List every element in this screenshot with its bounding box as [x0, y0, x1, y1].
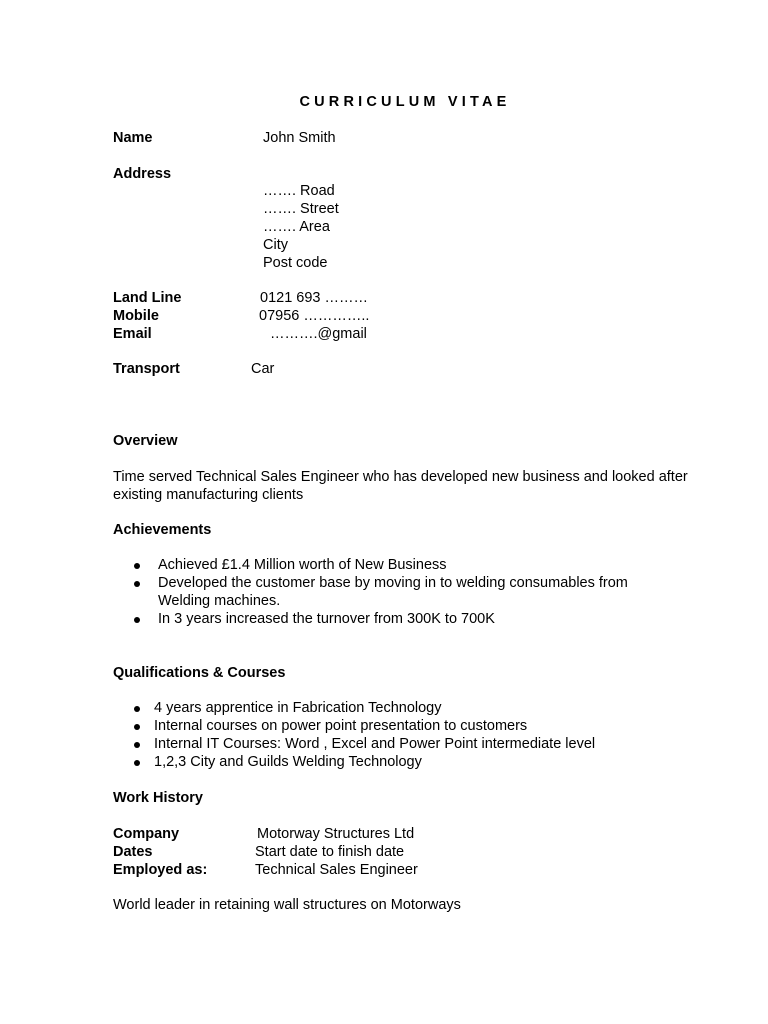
address-line-area: ……. Area — [263, 219, 330, 235]
qualification-item: 1,2,3 City and Guilds Welding Technology — [154, 754, 422, 770]
employed-as-value: Technical Sales Engineer — [255, 862, 418, 878]
achievement-item: Achieved £1.4 Million worth of New Business — [158, 557, 447, 573]
bullet-icon — [134, 563, 140, 569]
dates-value: Start date to finish date — [255, 844, 405, 860]
mobile-value: 07956 ………….. — [259, 308, 370, 324]
landline-label: Land Line — [113, 290, 182, 306]
address-line-road: ……. Road — [263, 183, 335, 199]
address-label: Address — [113, 166, 172, 182]
mobile-label: Mobile — [113, 308, 159, 324]
achievement-item: In 3 years increased the turnover from 300K to 700K — [158, 611, 495, 627]
overview-text: Time served Technical Sales Engineer who has developed new business and looked after existing manufacturing clients — [113, 469, 688, 503]
bullet-icon — [134, 617, 140, 623]
landline-value: 0121 693 ……… — [260, 290, 369, 306]
email-label: Email — [113, 326, 152, 342]
qualification-item: Internal courses on power point presentation to customers — [154, 718, 528, 734]
work-description: World leader in retaining wall structures on Motorways — [113, 897, 461, 913]
address-line-city: City — [263, 237, 288, 253]
document-title: CURRICULUM VITAE — [299, 94, 511, 110]
dates-label: Dates — [113, 844, 153, 860]
address-line-street: ……. Street — [263, 201, 339, 217]
work-history-heading: Work History — [113, 790, 203, 806]
transport-label: Transport — [113, 361, 180, 377]
bullet-icon — [134, 581, 140, 587]
bullet-icon — [134, 760, 140, 766]
achievements-heading: Achievements — [113, 522, 212, 538]
name-label: Name — [113, 130, 153, 146]
qualifications-heading: Qualifications & Courses — [113, 665, 286, 681]
overview-heading: Overview — [113, 433, 178, 449]
email-value: ……….@gmail — [270, 326, 367, 342]
address-line-postcode: Post code — [263, 255, 328, 271]
name-value: John Smith — [263, 130, 336, 146]
qualification-item: 4 years apprentice in Fabrication Technology — [154, 700, 442, 716]
bullet-icon — [134, 706, 140, 712]
bullet-icon — [134, 724, 140, 730]
company-value: Motorway Structures Ltd — [257, 826, 415, 842]
qualification-item: Internal IT Courses: Word , Excel and Power Point intermediate level — [154, 736, 596, 752]
bullet-icon — [134, 742, 140, 748]
employed-as-label: Employed as: — [113, 862, 208, 878]
transport-value: Car — [251, 361, 275, 377]
company-label: Company — [113, 826, 180, 842]
achievement-item: Developed the customer base by moving in to welding consumables from Welding machines. — [158, 575, 628, 609]
